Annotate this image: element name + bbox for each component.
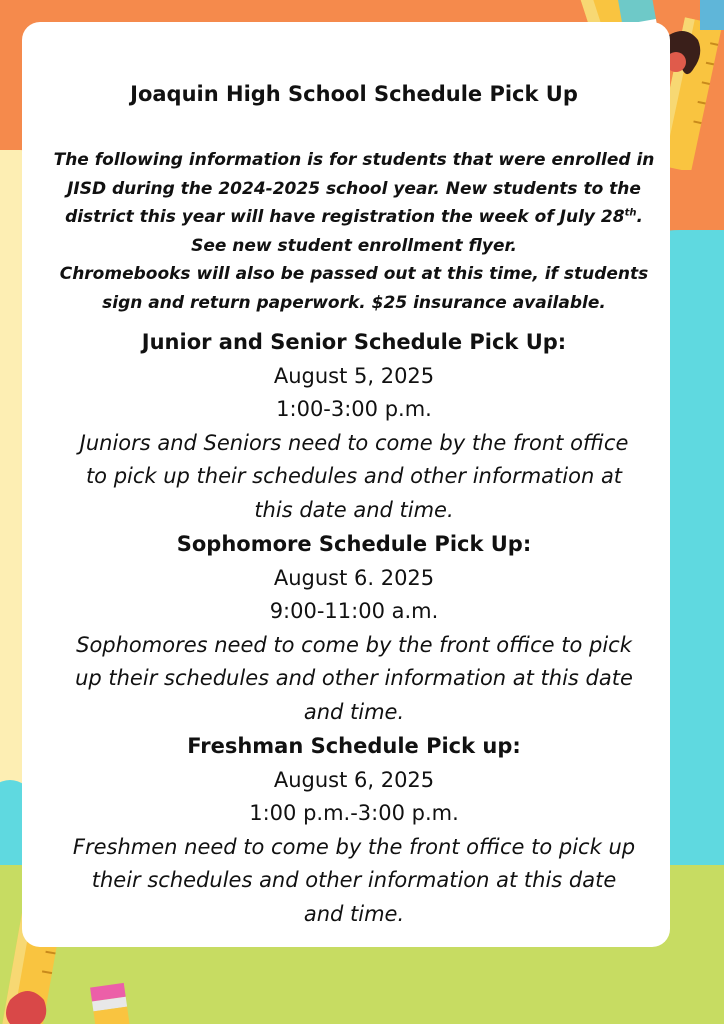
section-time: 1:00 p.m.-3:00 p.m. xyxy=(249,801,459,825)
junior-senior-section xyxy=(30,326,678,527)
section-heading: Freshman Schedule Pick up: xyxy=(187,734,521,758)
section-time: 1:00-3:00 p.m. xyxy=(276,397,432,421)
intro-line: JISD during the 2024-2025 school year. New students to the xyxy=(67,178,641,199)
section-description: Juniors and Seniors need to come by the front office xyxy=(79,430,629,455)
section-time: 9:00-11:00 a.m. xyxy=(269,599,439,623)
intro-line: Chromebooks will also be passed out at this time, if students xyxy=(59,264,649,284)
section-description: to pick up their schedules and other information at xyxy=(85,464,623,488)
section-description: Freshmen need to come by the front office to pick up xyxy=(72,834,636,859)
intro-line: sign and return paperwork. $25 insurance available. xyxy=(102,292,606,313)
section-description: this date and time. xyxy=(254,497,454,522)
page-title: Joaquin High School Schedule Pick Up xyxy=(130,82,578,106)
section-date: August 6. 2025 xyxy=(273,565,435,590)
section-heading: Junior and Senior Schedule Pick Up: xyxy=(141,330,567,354)
intro-line: The following information is for students that were enrolled in xyxy=(53,150,655,170)
section-description: up their schedules and other information at this date xyxy=(75,666,633,690)
section-date: August 5, 2025 xyxy=(273,363,435,388)
section-description: and time. xyxy=(303,699,405,724)
section-date: August 6, 2025 xyxy=(273,767,435,792)
sophomore-section xyxy=(30,528,678,729)
section-description: Sophomores need to come by the front office to pick xyxy=(76,632,632,657)
section-description: and time. xyxy=(303,901,405,926)
freshman-section xyxy=(30,730,678,931)
intro-line: district this year will have registration the week of July 28th. xyxy=(65,207,643,227)
content-card xyxy=(22,22,670,947)
intro-line: See new student enrollment flyer. xyxy=(191,235,517,256)
section-heading: Sophomore Schedule Pick Up: xyxy=(176,532,532,556)
intro-paragraph xyxy=(30,146,678,317)
section-description: their schedules and other information at this date xyxy=(91,868,617,892)
